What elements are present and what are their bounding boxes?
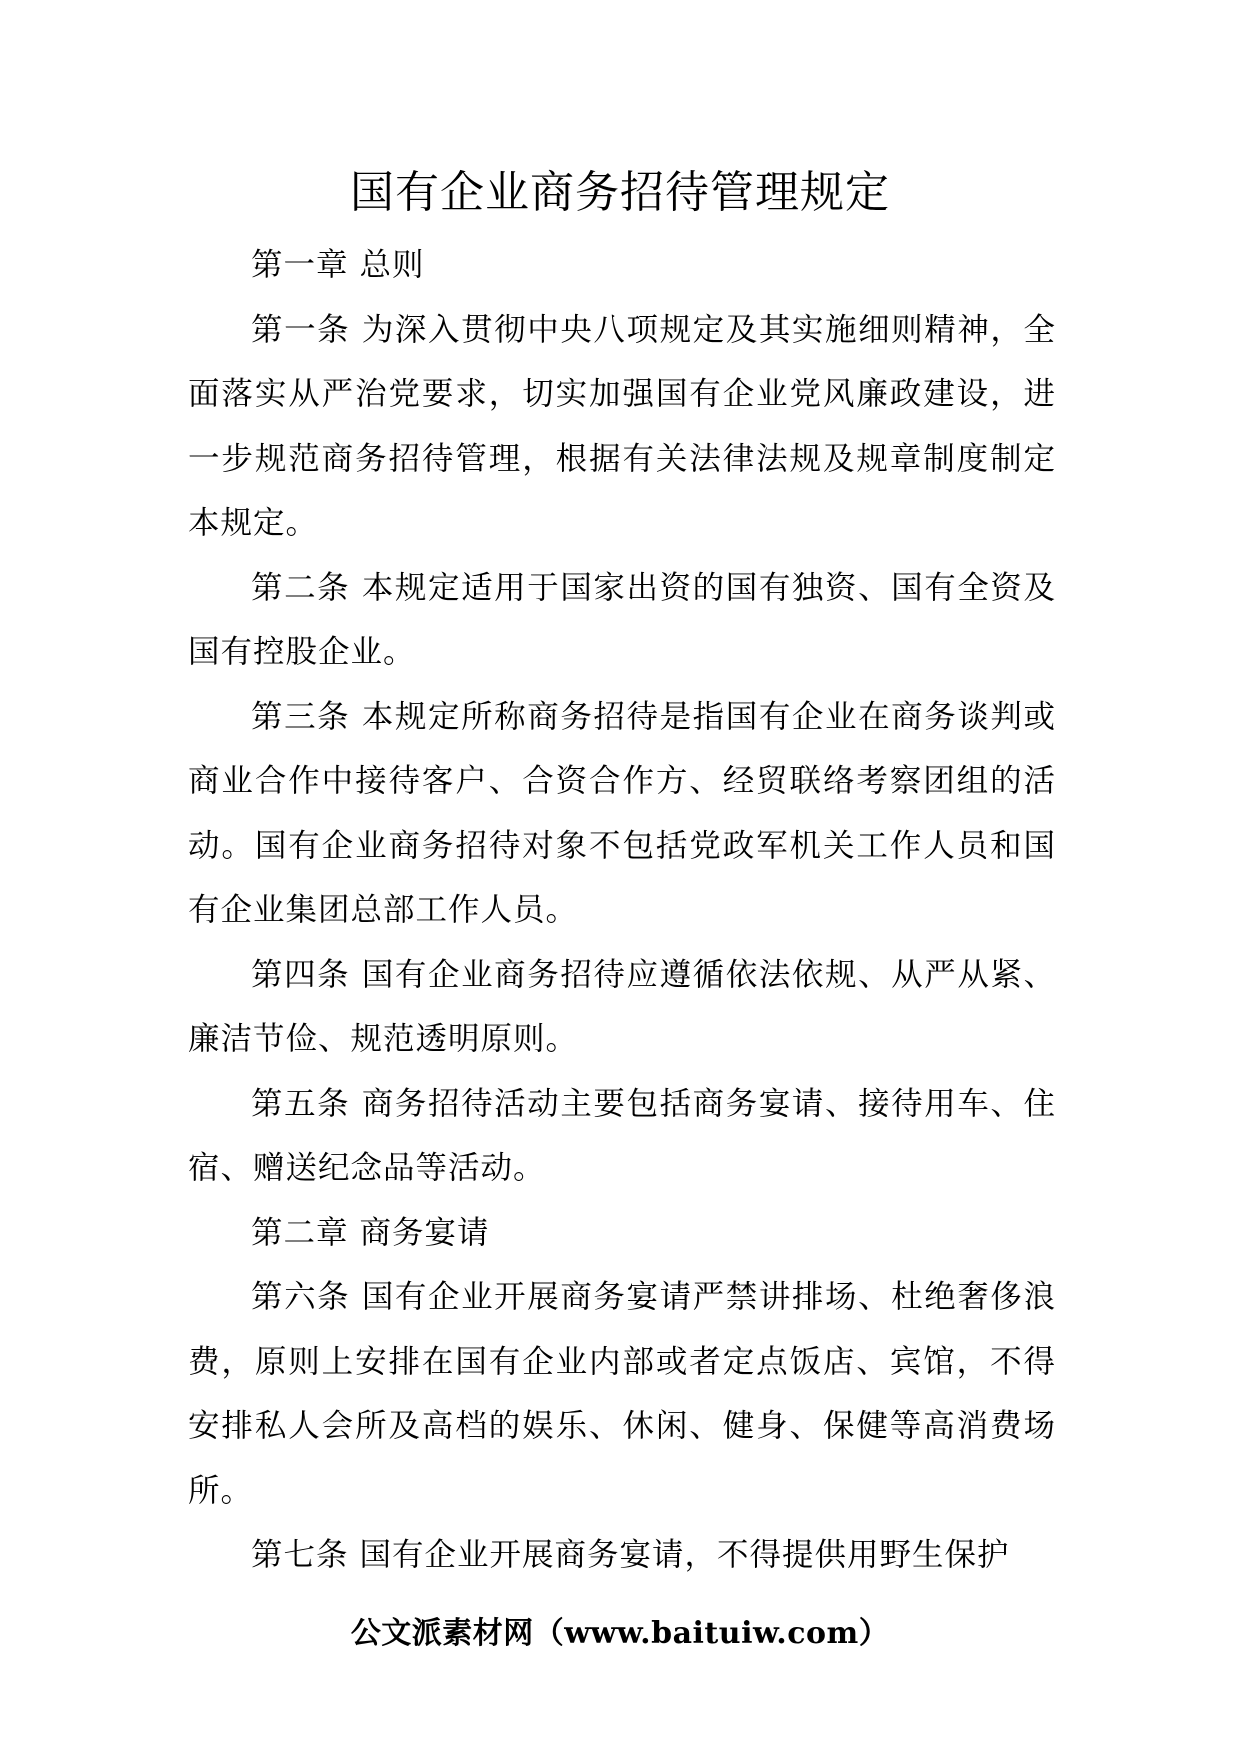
article-1: 第一条 为深入贯彻中央八项规定及其实施细则精神，全面落实从严治党要求，切实加强国有企业党风廉政建设，进一步规范商务招待管理，根据有关法律法规及规章制度制定本规定。 xyxy=(188,311,1056,541)
article-4: 第四条 国有企业商务招待应遵循依法依规、从严从紧、廉洁节俭、规范透明原则。 xyxy=(188,956,1056,1057)
article-3: 第三条 本规定所称商务招待是指国有企业在商务谈判或商业合作中接待客户、合资合作方、经贸联络考察团组的活动。国有企业商务招待对象不包括党政军机关工作人员和国有企业集团总部工作人员。 xyxy=(188,698,1056,928)
chapter-heading-1: 第一章 总则 xyxy=(251,247,425,283)
chapter-heading-2: 第二章 商务宴请 xyxy=(251,1214,490,1251)
document-title: 国有企业商务招待管理规定 xyxy=(350,167,890,218)
article-5: 第五条 商务招待活动主要包括商务宴请、接待用车、住宿、赠送纪念品等活动。 xyxy=(188,1085,1056,1186)
watermark-footer: 公文派素材网（www.baituiw.com） xyxy=(350,1616,890,1651)
article-6: 第六条 国有企业开展商务宴请严禁讲排场、杜绝奢侈浪费，原则上安排在国有企业内部或者定点饭店、宾馆，不得安排私人会所及高档的娱乐、休闲、健身、保健等高消费场所。 xyxy=(188,1279,1056,1509)
article-2: 第二条 本规定适用于国家出资的国有独资、国有全资及国有控股企业。 xyxy=(188,569,1056,670)
article-7: 第七条 国有企业开展商务宴请，不得提供用野生保护 xyxy=(251,1537,1010,1573)
document-body xyxy=(188,233,1056,1588)
